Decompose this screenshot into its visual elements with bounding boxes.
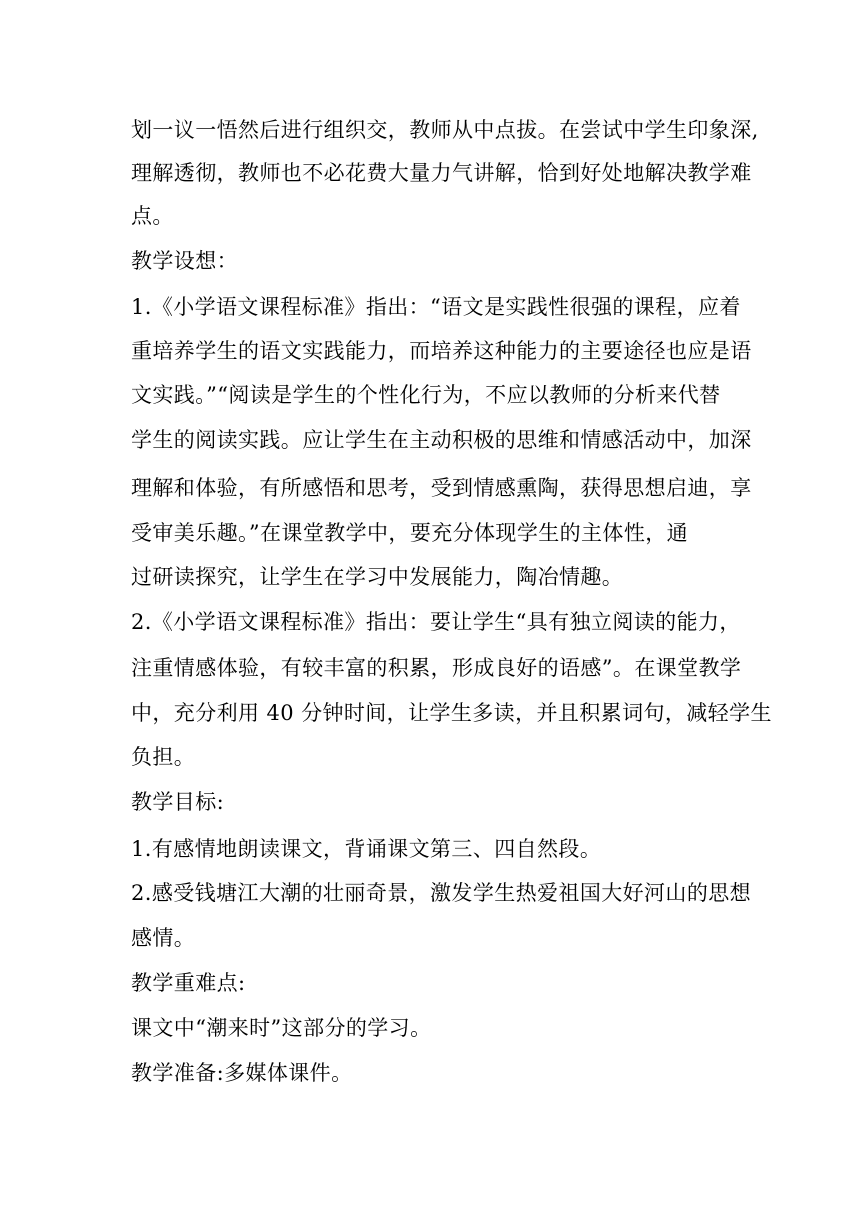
body-text-line: 受审美乐趣。”在课堂教学中，要充分体现学生的主体性，通 — [131, 521, 689, 545]
body-text-line: 负担。 — [131, 745, 196, 769]
body-text-line: 理解和体验，有所感悟和思考，受到情感熏陶，获得思想启迪，享 — [131, 476, 752, 500]
body-text-line: 学生的阅读实践。应让学生在主动积极的思维和情感活动中，加深 — [131, 428, 752, 452]
body-text-line: 2.《小学语文课程标准》指出：要让学生“具有独立阅读的能力， — [131, 610, 741, 634]
body-text-line: 感情。 — [131, 926, 196, 950]
body-text-line: 1.《小学语文课程标准》指出：“语文是实践性很强的课程，应着 — [131, 295, 741, 319]
body-text-line: 过研读探究，让学生在学习中发展能力，陶冶情趣。 — [131, 565, 624, 589]
body-text-line: 理解透彻，教师也不必花费大量力气讲解，恰到好处地解决教学难 — [131, 161, 752, 185]
body-text-line: 点。 — [131, 204, 174, 228]
body-text-line: 课文中“潮来时”这部分的学习。 — [131, 1016, 432, 1040]
section-heading: 教学目标: — [131, 790, 225, 814]
body-text-line: 2.感受钱塘江大潮的壮丽奇景，激发学生热爱祖国大好河山的思想 — [131, 881, 752, 905]
body-text-line: 注重情感体验，有较丰富的积累，形成良好的语感”。在课堂教学 — [131, 656, 742, 680]
section-heading: 教学重难点: — [131, 971, 246, 995]
body-text-line: 划一议一悟然后进行组织交，教师从中点拔。在尝试中学生印象深, — [131, 118, 759, 142]
section-heading: 教学设想： — [131, 249, 238, 273]
body-text-line: 文实践。”“阅读是学生的个性化行为，不应以教师的分析来代替 — [131, 383, 721, 407]
body-text-line: 1.有感情地朗读课文，背诵课文第三、四自然段。 — [131, 837, 602, 861]
body-text-line: 中，充分利用 40 分钟时间，让学生多读，并且积累词句，减轻学生 — [131, 701, 772, 725]
section-heading: 教学准备:多媒体课件。 — [131, 1061, 353, 1085]
body-text-line: 重培养学生的语文实践能力，而培养这种能力的主要途径也应是语 — [131, 339, 752, 363]
